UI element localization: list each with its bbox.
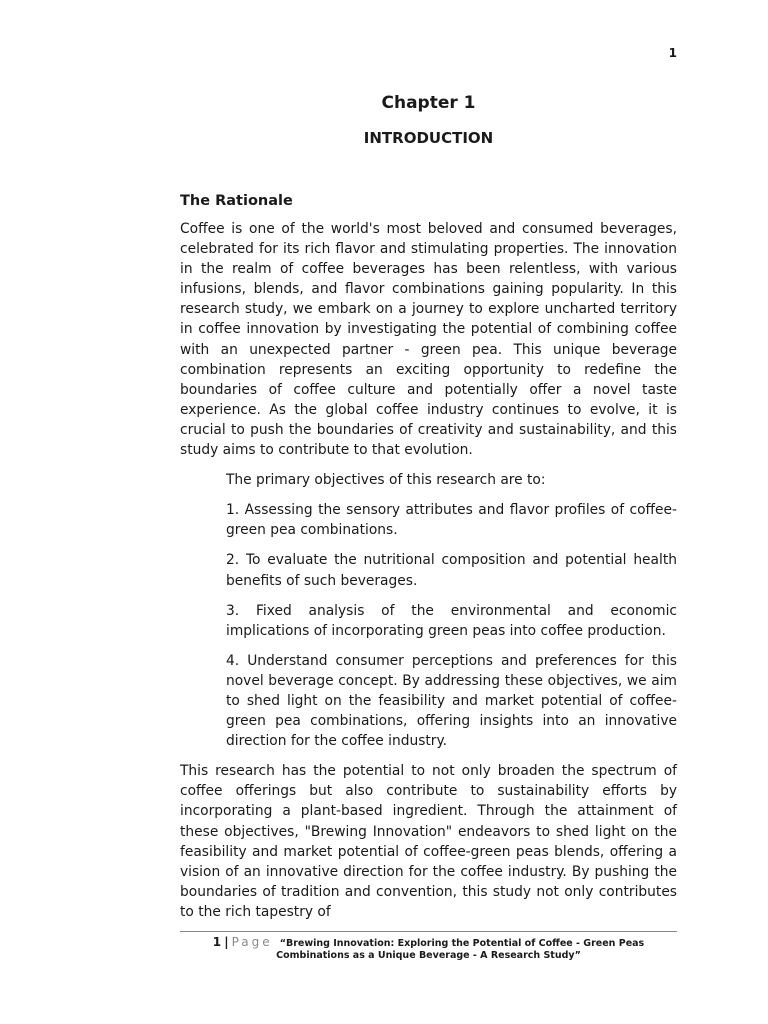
rationale-paragraph: Coffee is one of the world's most beloved and consumed beverages, celebrated for its rich flavor and stimulating properties. The innovation in the realm of coffee beverages has been relentless, with various infusions, blends, and flavor combinations gaining popularity. In this research study, we embark on a journey to explore uncharted territory in coffee innovation by investigating the potential of combining coffee with an unexpected partner - green pea. This unique beverage combination represents an exciting opportunity to redefine the boundaries of coffee culture and potentially offer a novel taste experience. As the global coffee industry continues to evolve, it is crucial to push the boundaries of creativity and sustainability, and this study aims to contribute to that evolution. bbox=[180, 221, 677, 459]
closing-paragraph: This research has the potential to not only broaden the spectrum of coffee offerings but also contribute to sustainability efforts by incorporating a plant-based ingredient. Through the attainment of these objectives, "Brewing Innovation" endeavors to shed light on the feasibility and market potential of coffee-green peas blends, offering a vision of an innovative direction for the coffee industry. By pushing the boundaries of tradition and convention, this study not only contributes to the rich tapestry of bbox=[180, 763, 677, 920]
objectives-block bbox=[226, 470, 677, 751]
footer-page-number: 1 bbox=[212, 935, 222, 949]
footer-page-label: Page bbox=[231, 935, 273, 949]
section-heading: The Rationale bbox=[180, 193, 293, 209]
page-number: 1 bbox=[668, 46, 677, 60]
footer-running-title: “Brewing Innovation: Exploring the Potential of Coffee - Green Peas Combinations as a Unique Beverage - A Research Study” bbox=[276, 938, 645, 961]
chapter-subtitle: INTRODUCTION bbox=[363, 129, 494, 147]
document-body bbox=[180, 191, 677, 922]
page-footer bbox=[180, 936, 677, 962]
footer-separator: | bbox=[224, 935, 229, 949]
objective-item: 3. Fixed analysis of the environmental and economic implications of incorporating green peas into coffee production. bbox=[226, 602, 677, 639]
objectives-intro: The primary objectives of this research are to: bbox=[226, 472, 546, 489]
objective-item: 4. Understand consumer perceptions and preferences for this novel beverage concept. By addressing these objectives, we aim to shed light on the feasibility and market potential of coffee-green pea combinations, offering insights into an innovative direction for the coffee industry. bbox=[226, 652, 677, 750]
chapter-title: Chapter 1 bbox=[381, 93, 476, 113]
objective-item: 2. To evaluate the nutritional composition and potential health benefits of such beverages. bbox=[226, 552, 677, 589]
objective-item: 1. Assessing the sensory attributes and flavor profiles of coffee-green pea combinations. bbox=[226, 502, 677, 539]
footer-divider bbox=[180, 931, 677, 932]
